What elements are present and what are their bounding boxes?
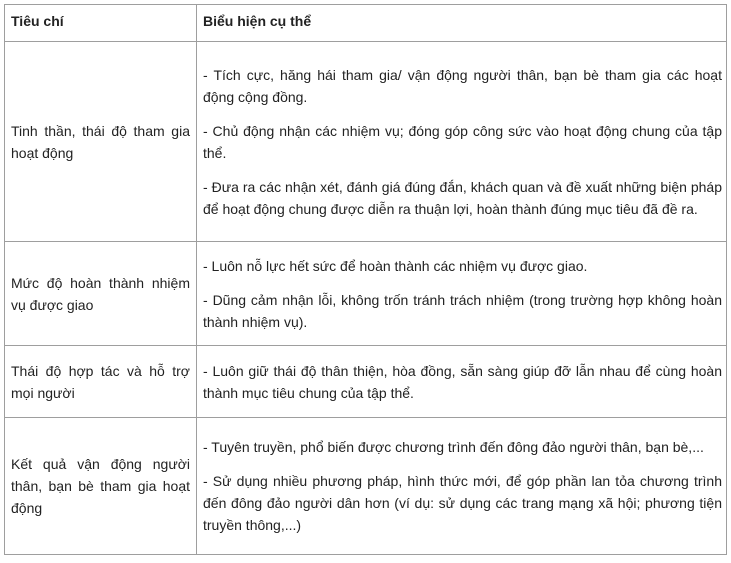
table-row <box>5 346 727 418</box>
table-row <box>5 42 727 242</box>
detail-item: - Luôn nỗ lực hết sức để hoàn thành các nhiệm vụ được giao. <box>203 257 588 274</box>
details-cell <box>197 418 727 555</box>
criterion-cell: Tinh thần, thái độ tham gia hoạt động <box>5 42 197 242</box>
criterion-cell: Thái độ hợp tác và hỗ trợ mọi người <box>5 346 197 418</box>
table-row <box>5 418 727 555</box>
criteria-table <box>4 4 727 555</box>
header-criterion: Tiêu chí <box>5 5 197 42</box>
criterion-cell: Mức độ hoàn thành nhiệm vụ được giao <box>5 242 197 346</box>
detail-item: - Tuyên truyền, phổ biến được chương trình đến đông đảo người thân, bạn bè,... <box>203 439 704 455</box>
detail-item: - Luôn giữ thái độ thân thiện, hòa đồng, sẵn sàng giúp đỡ lẫn nhau để cùng hoàn thành mục tiêu chung của tập thể. <box>203 362 722 401</box>
details-cell <box>197 346 727 418</box>
details-cell <box>197 242 727 346</box>
header-details: Biểu hiện cụ thể <box>197 5 727 42</box>
detail-item: - Sử dụng nhiều phương pháp, hình thức mới, để góp phần lan tỏa chương trình đến đông đảo người dân hơn (ví dụ: sử dụng các trang mạng xã hội; phương tiện truyền thông,...) <box>203 473 722 533</box>
detail-item: - Dũng cảm nhận lỗi, không trốn tránh trách nhiệm (trong trường hợp không hoàn thành nhiệm vụ). <box>203 291 722 330</box>
table-row <box>5 242 727 346</box>
detail-item: - Tích cực, hăng hái tham gia/ vận động người thân, bạn bè tham gia các hoạt động cộng đồng. <box>203 66 722 105</box>
criterion-cell: Kết quả vận động người thân, bạn bè tham gia hoạt động <box>5 418 197 555</box>
header-row <box>5 5 727 42</box>
details-cell <box>197 42 727 242</box>
detail-item: - Đưa ra các nhận xét, đánh giá đúng đắn, khách quan và đề xuất những biện pháp để hoạt động chung được diễn ra thuận lợi, hoàn thành đúng mục tiêu đã đề ra. <box>203 178 722 217</box>
detail-item: - Chủ động nhận các nhiệm vụ; đóng góp công sức vào hoạt động chung của tập thể. <box>203 122 722 161</box>
